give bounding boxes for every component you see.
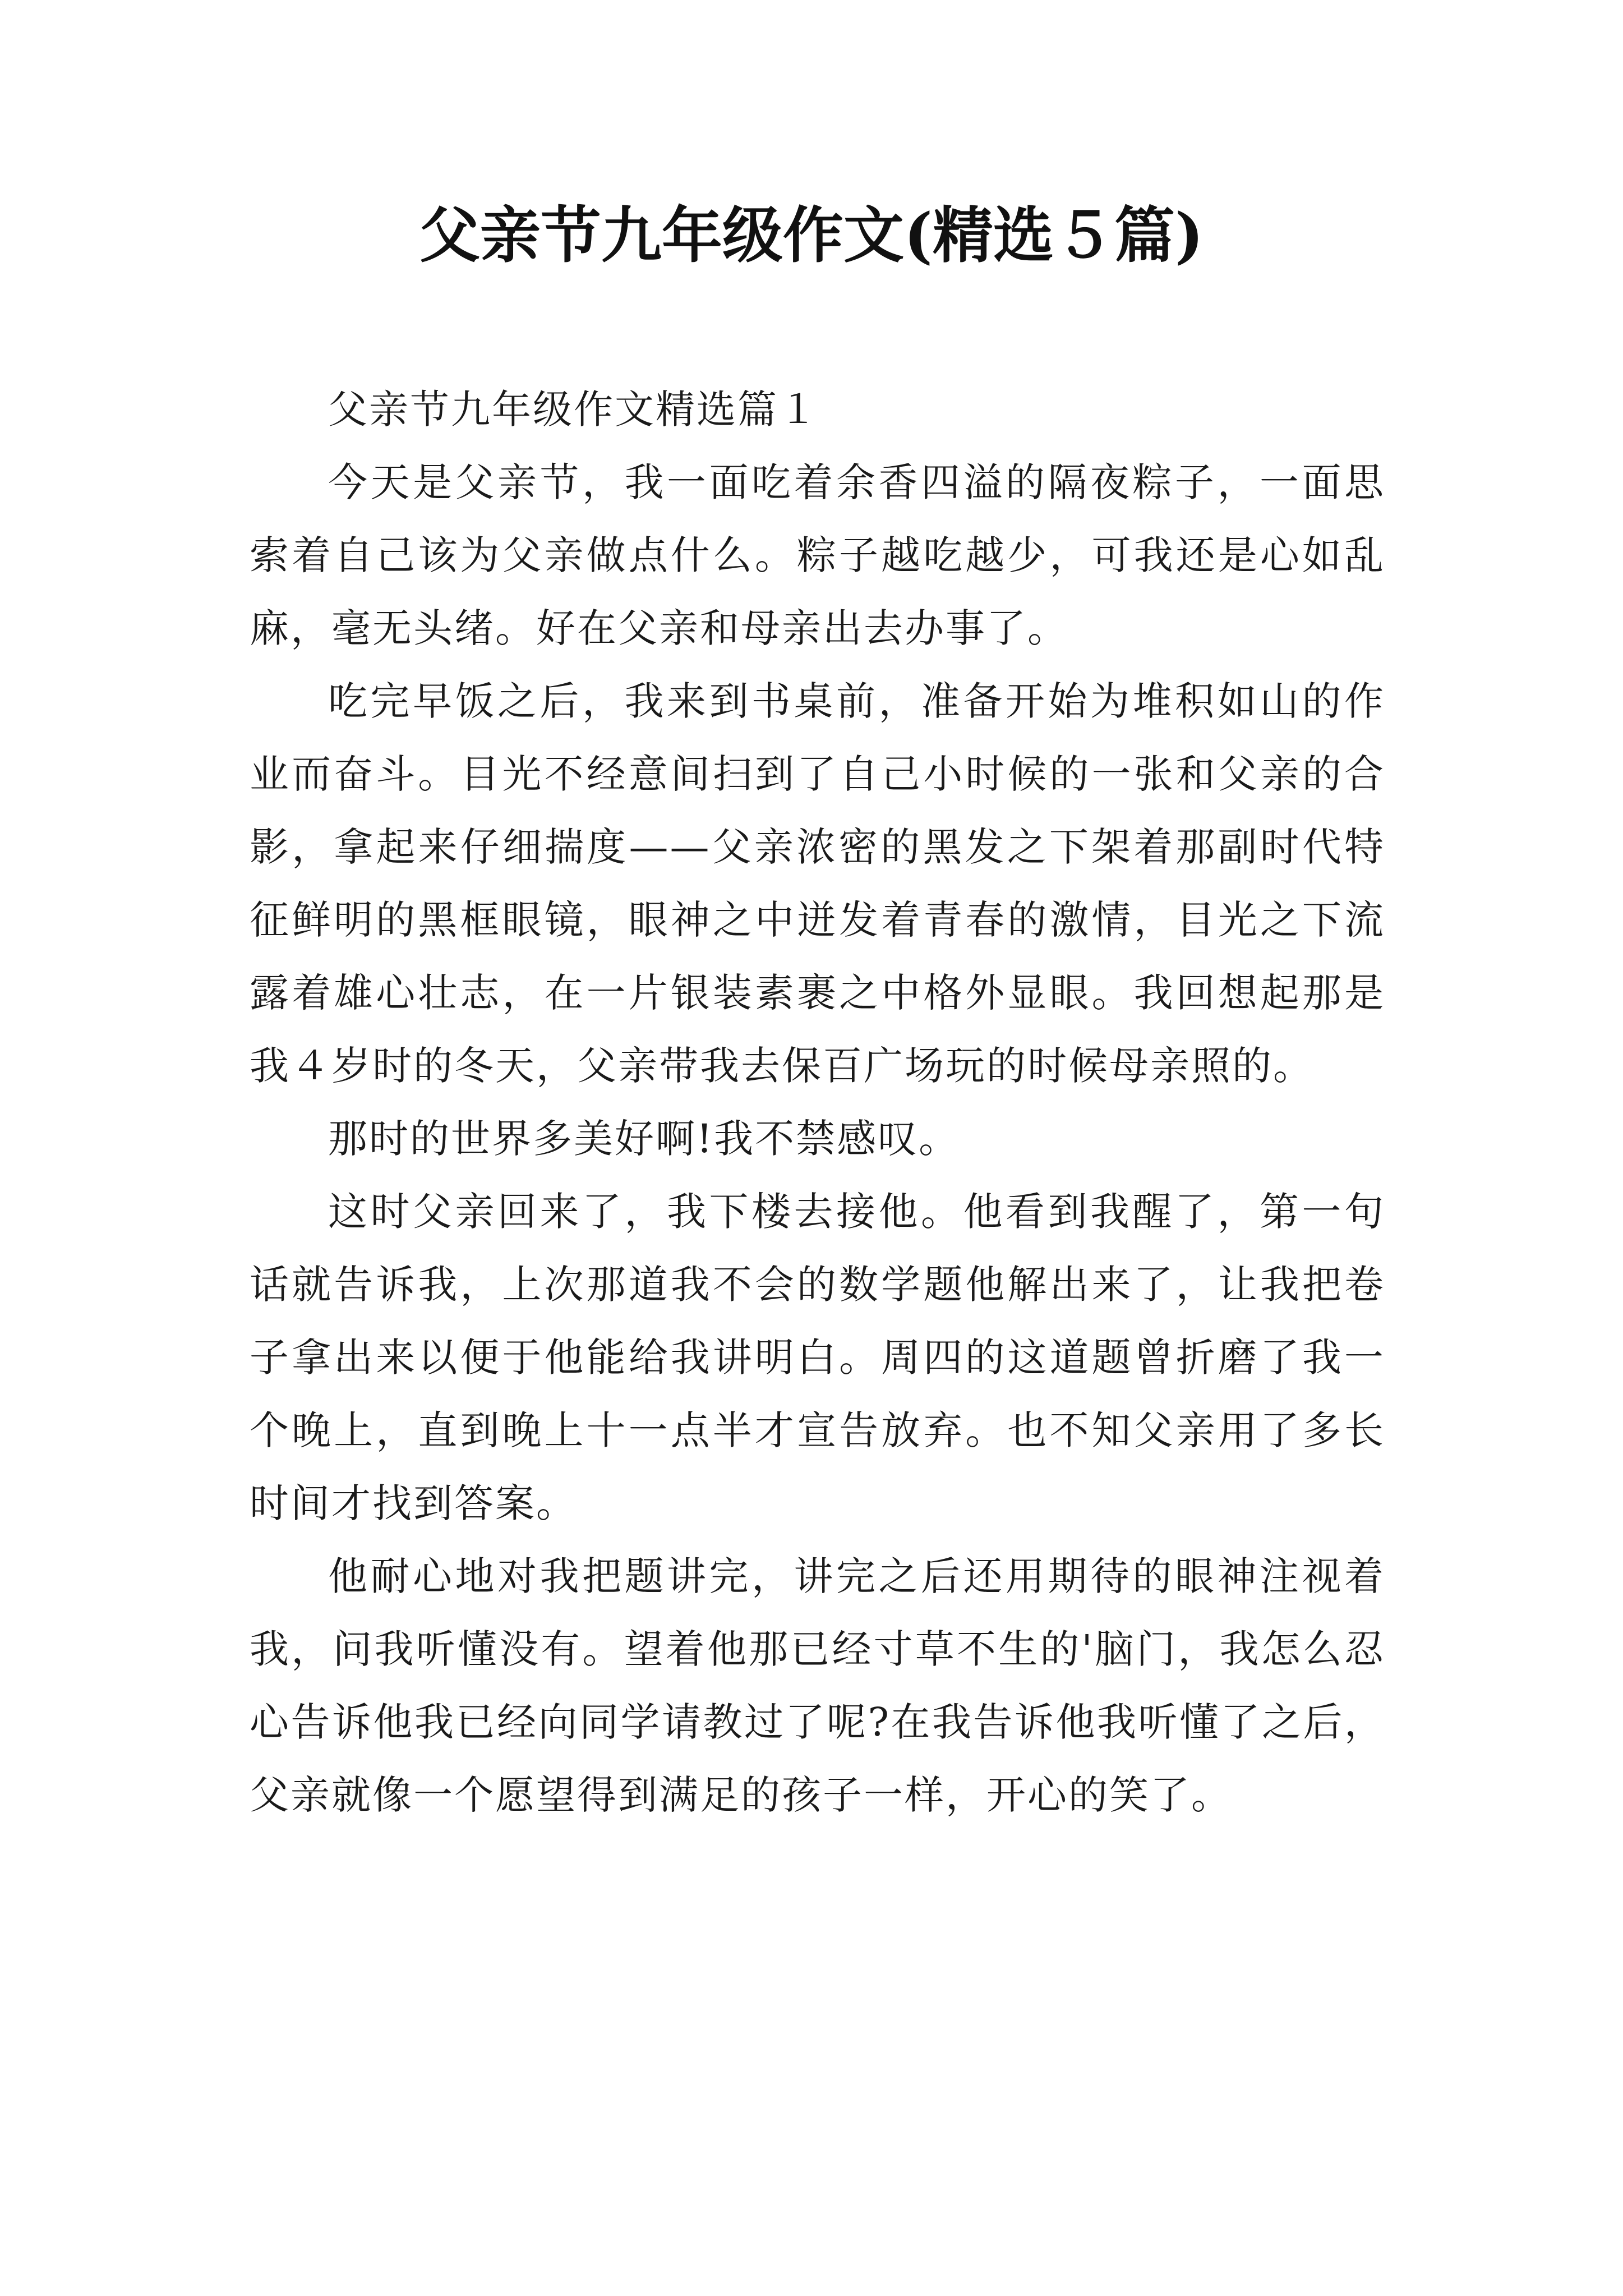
- paragraph: 今天是父亲节，我一面吃着余香四溢的隔夜粽子，一面思索着自己该为父亲做点什么。粽子越吃越少，可我还是心如乱麻，毫无头绪。好在父亲和母亲出去办事了。: [250, 459, 1385, 651]
- paragraph: 那时的世界多美好啊!我不禁感叹。: [328, 1116, 960, 1162]
- section-heading: 父亲节九年级作文精选篇１: [328, 386, 819, 432]
- paragraph: 这时父亲回来了，我下楼去接他。他看到我醒了，第一句话就告诉我，上次那道我不会的数学题他解出来了，让我把卷子拿出来以便于他能给我讲明白。周四的这道题曾折磨了我一个晚上，直到晚上十一点半才宣告放弃。也不知父亲用了多长时间才找到答案。: [250, 1189, 1385, 1526]
- paragraph: 吃完早饭之后，我来到书桌前，准备开始为堆积如山的作业而奋斗。目光不经意间扫到了自己小时候的一张和父亲的合影，拿起来仔细揣度——父亲浓密的黑发之下架着那副时代特征鲜明的黑框眼镜，眼神之中迸发着青春的激情，目光之下流露着雄心壮志，在一片银装素裹之中格外显眼。我回想起那是我４岁时的冬天，父亲带我去保百广场玩的时候母亲照的。: [250, 678, 1385, 1089]
- document-body: [250, 373, 1385, 1832]
- paragraph: 他耐心地对我把题讲完，讲完之后还用期待的眼神注视着我，问我听懂没有。望着他那已经寸草不生的'脑门，我怎么忍心告诉他我已经向同学请教过了呢?在我告诉他我听懂了之后，父亲就像一个愿望得到满足的孩子一样，开心的笑了。: [250, 1553, 1385, 1818]
- document-title: 父亲节九年级作文(精选５篇): [419, 200, 1204, 271]
